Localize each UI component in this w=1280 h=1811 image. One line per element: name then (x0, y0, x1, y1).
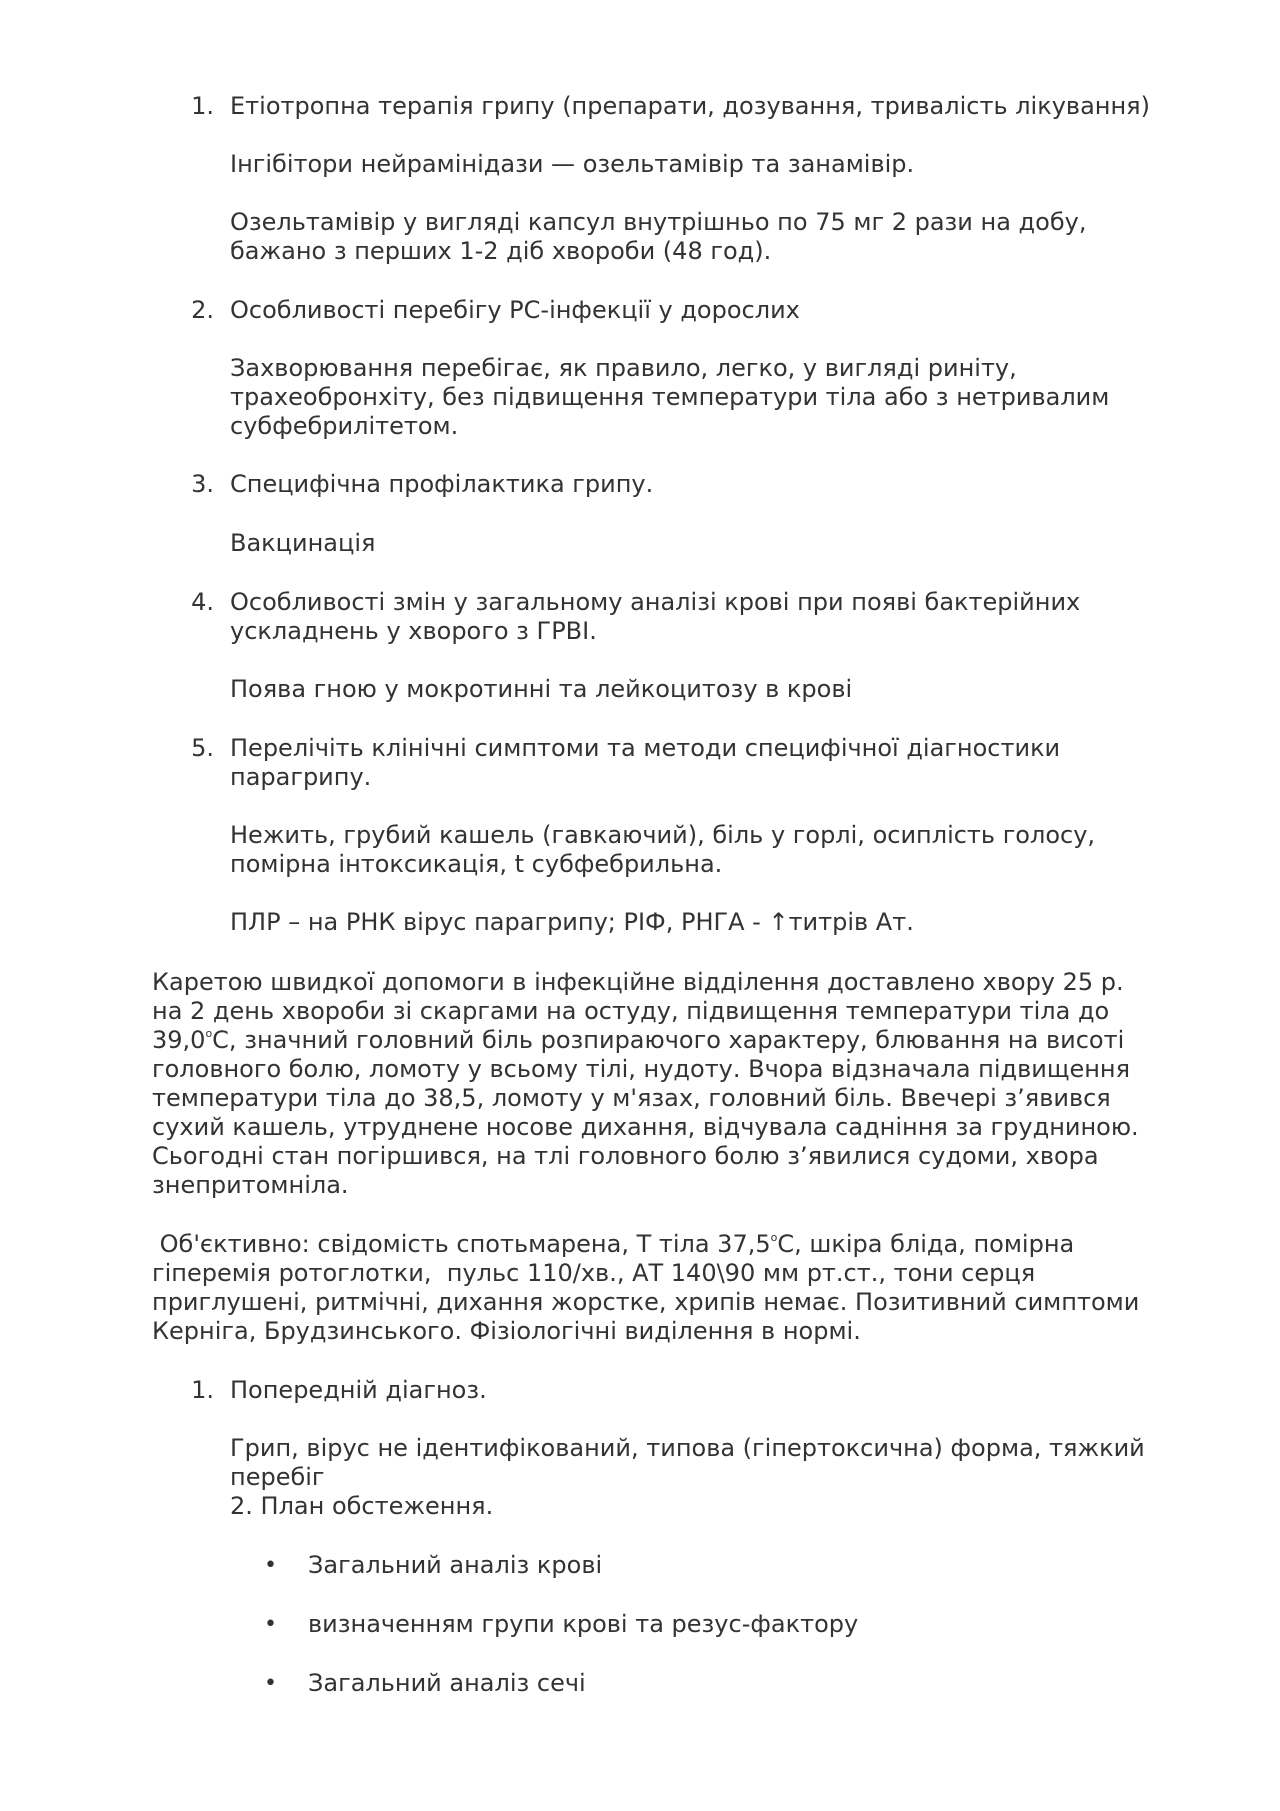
case-text: Каретою швидкої допомоги в інфекційне відділення доставлено хвору 25 р. (152, 968, 1124, 996)
case-text: Сьогодні стан погіршився, на тлі головного болю з’явилися судоми, хвора (152, 1142, 1099, 1170)
case-text: температури тіла до 38,5, ломоту у м'язах, головний біль. Ввечері з’явився (152, 1084, 1111, 1112)
case-text (152, 1026, 1124, 1055)
answer-text: Вакцинація (230, 529, 376, 557)
case-text-part: 39,0 (152, 1026, 206, 1054)
case-text: гіперемія ротоглотки, пульс 110/хв., АТ 140\90 мм рт.ст., тони серця (152, 1259, 1036, 1287)
case-text: Керніга, Брудзинського. Фізіологічні виділення в нормі. (152, 1317, 861, 1345)
answer-text: Озельтамівір у вигляді капсул внутрішньо по 75 мг 2 рази на добу, (230, 208, 1087, 236)
list-number: 4. (191, 588, 214, 616)
question-title: Особливості перебігу РС-інфекції у дорослих (230, 296, 800, 324)
answer-text: Захворювання перебігає, як правило, легко, у вигляді риніту, (230, 354, 1017, 382)
task-title: Попередній діагноз. (230, 1376, 487, 1404)
answer-text: Інгібітори нейрамінідази — озельтамівір та занамівір. (230, 150, 915, 178)
answer-text: Поява гною у мокротинні та лейкоцитозу в крові (230, 675, 853, 703)
answer-text: перебіг (230, 1463, 325, 1491)
answer-text: субфебрилітетом. (230, 412, 459, 440)
answer-text: ПЛР – на РНК вірус парагрипу; РІФ, РНГА - ↑титрів Ат. (230, 908, 914, 936)
list-item: визначенням групи крові та резус-фактору (308, 1610, 859, 1638)
list-number: 5. (191, 734, 214, 762)
list-number: 1. (191, 1376, 214, 1404)
answer-text: бажано з перших 1-2 діб хвороби (48 год). (230, 237, 772, 265)
case-text-part: С, шкіра бліда, помірна (777, 1230, 1075, 1258)
question-title: Етіотропна терапія грипу (препарати, дозування, тривалість лікування) (230, 92, 1150, 120)
case-text-part: С, значний головний біль розпираючого характеру, блювання на висоті (212, 1026, 1125, 1054)
answer-text: Грип, вірус не ідентифікований, типова (гіпертоксична) форма, тяжкий (230, 1434, 1145, 1462)
question-title: Особливості змін у загальному аналізі крові при появі бактерійних (230, 588, 1081, 616)
case-text (152, 1230, 1074, 1259)
case-text: на 2 день хвороби зі скаргами на остуду, підвищення температури тіла до (152, 997, 1110, 1025)
list-number: 3. (191, 470, 214, 498)
bullet-icon: • (264, 1612, 277, 1637)
answer-text: трахеобронхіту, без підвищення температури тіла або з нетривалим (230, 383, 1110, 411)
list-item: Загальний аналіз сечі (308, 1669, 586, 1697)
list-item: Загальний аналіз крові (308, 1551, 603, 1579)
answer-text: помірна інтоксикація, t субфебрильна. (230, 850, 723, 878)
case-text: приглушені, ритмічні, дихання жорстке, хрипів немає. Позитивний симптоми (152, 1288, 1140, 1316)
case-text: головного болю, ломоту у всьому тілі, нудоту. Вчора відзначала підвищення (152, 1055, 1131, 1083)
case-text: знепритомніла. (152, 1171, 349, 1199)
bullet-icon: • (264, 1553, 277, 1578)
question-title: парагрипу. (230, 763, 372, 791)
list-number: 1. (191, 92, 214, 120)
list-number: 2. (191, 296, 214, 324)
degree-sign: о (205, 1027, 213, 1040)
question-title: Специфічна профілактика грипу. (230, 470, 654, 498)
question-title: Перелічіть клінічні симптоми та методи специфічної діагностики (230, 734, 1061, 762)
case-text-part: Об'єктивно: свідомість спотьмарена, Т тіла 37,5 (152, 1230, 771, 1258)
bullet-icon: • (264, 1671, 277, 1696)
answer-text: Нежить, грубий кашель (гавкаючий), біль у горлі, осиплість голосу, (230, 821, 1096, 849)
degree-sign: о (770, 1231, 778, 1244)
question-title: ускладнень у хворого з ГРВІ. (230, 617, 597, 645)
case-text: сухий кашель, утруднене носове дихання, відчувала саднiння за грудниною. (152, 1113, 1139, 1141)
task-title: 2. План обстеження. (230, 1492, 494, 1520)
